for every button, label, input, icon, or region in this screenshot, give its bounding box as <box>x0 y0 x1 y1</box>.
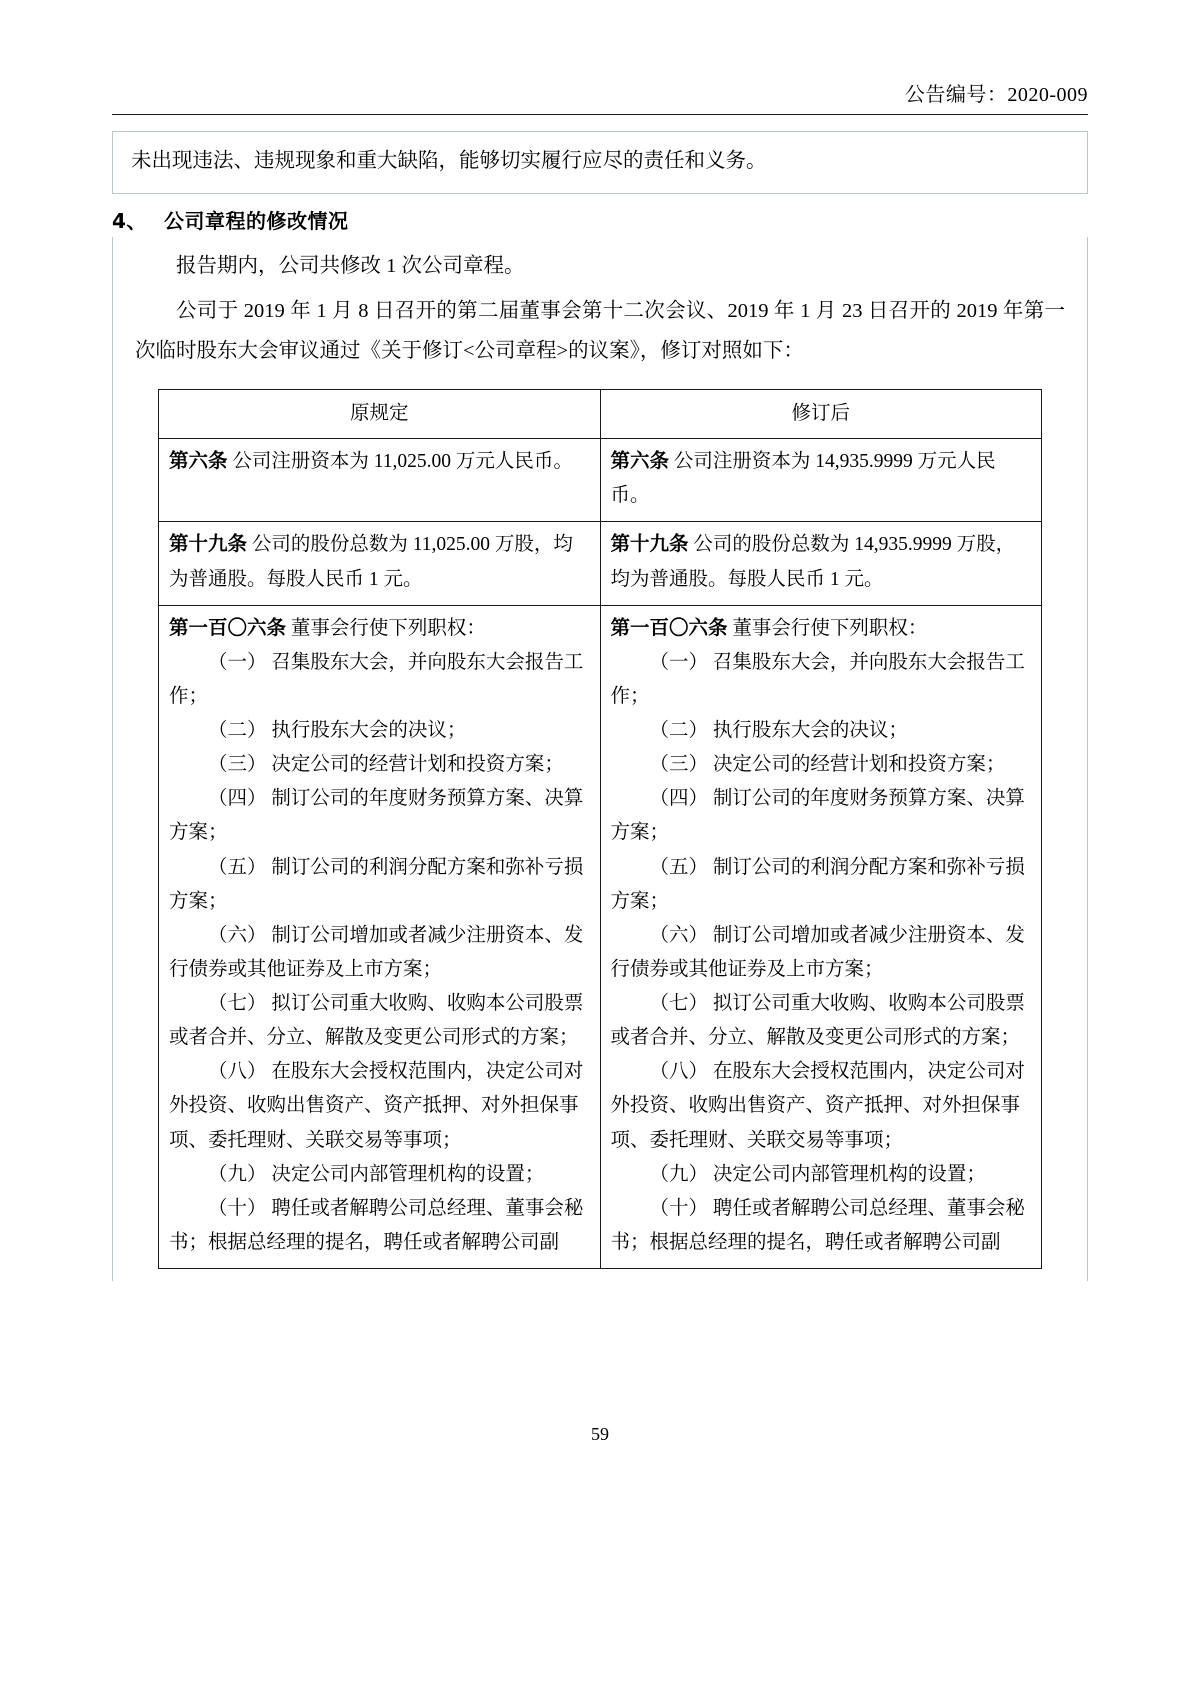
article-text: 公司的股份总数为 14,935.9999 万股，均为普通股。每股人民币 1 元。 <box>610 534 1016 590</box>
charter-comparison-table <box>158 389 1042 1269</box>
article-label: 第一百〇六条 <box>610 617 728 639</box>
list-item: （七） 拟订公司重大收购、收购本公司股票或者合并、分立、解散及变更公司形式的方案； <box>169 993 584 1049</box>
list-item: （十） 聘任或者解聘公司总经理、董事会秘书；根据总经理的提名，聘任或者解聘公司副 <box>169 1197 584 1253</box>
article-text: 公司注册资本为 14,935.9999 万元人民币。 <box>610 451 996 507</box>
column-header-revised: 修订后 <box>600 390 1042 439</box>
list-item: （十） 聘任或者解聘公司总经理、董事会秘书；根据总经理的提名，聘任或者解聘公司副 <box>610 1197 1025 1253</box>
list-item: （一） 召集股东大会，并向股东大会报告工作； <box>169 651 584 707</box>
table-header-row <box>159 390 1042 439</box>
article-label: 第十九条 <box>610 534 689 556</box>
article-label: 第六条 <box>610 451 670 473</box>
cell-revised-article-106 <box>600 605 1042 1268</box>
page-content-area <box>112 0 1088 1697</box>
list-item: （八） 在股东大会授权范围内，决定公司对外投资、收购出售资产、资产抵押、对外担保事项、委托理财、关联交易等事项； <box>610 1061 1025 1151</box>
table-row <box>159 522 1042 605</box>
list-item: （三） 决定公司的经营计划和投资方案； <box>208 754 564 776</box>
list-item: （六） 制订公司增加或者减少注册资本、发行债券或其他证券及上市方案； <box>169 924 584 980</box>
section-heading <box>112 205 1088 234</box>
table-row <box>159 439 1042 522</box>
list-item: （三） 决定公司的经营计划和投资方案； <box>649 754 1006 776</box>
list-item: （四） 制订公司的年度财务预算方案、决算方案； <box>610 788 1025 844</box>
cell-original-article-19 <box>159 522 601 605</box>
header-divider <box>112 114 1088 115</box>
carry-over-paragraph: 未出现违法、违规现象和重大缺陷，能够切实履行应尽的责任和义务。 <box>112 131 1088 194</box>
list-item: （九） 决定公司内部管理机构的设置； <box>649 1163 986 1185</box>
section-title: 公司章程的修改情况 <box>164 209 349 233</box>
list-item: （五） 制订公司的利润分配方案和弥补亏损方案； <box>169 856 584 912</box>
cell-original-article-6 <box>159 439 601 522</box>
list-item: （六） 制订公司增加或者减少注册资本、发行债券或其他证券及上市方案； <box>610 924 1025 980</box>
announcement-number: 公告编号：2020-009 <box>904 84 1088 106</box>
cell-original-article-106 <box>159 605 601 1268</box>
article-text: 公司注册资本为 11,025.00 万元人民币。 <box>232 451 573 473</box>
paragraph-1: 报告期内，公司共修改 1 次公司章程。 <box>176 255 525 277</box>
list-item: （四） 制订公司的年度财务预算方案、决算方案； <box>169 788 584 844</box>
list-item: （九） 决定公司内部管理机构的设置； <box>208 1163 545 1185</box>
article-text: 董事会行使下列职权： <box>732 617 928 639</box>
list-item: （五） 制订公司的利润分配方案和弥补亏损方案； <box>610 856 1025 912</box>
list-item: （八） 在股东大会授权范围内，决定公司对外投资、收购出售资产、资产抵押、对外担保事项、委托理财、关联交易等事项； <box>169 1061 584 1151</box>
article-label: 第十九条 <box>169 534 248 556</box>
list-item: （二） 执行股东大会的决议； <box>649 720 908 742</box>
page-number: 59 <box>591 1424 609 1444</box>
paragraph-2: 公司于 2019 年 1 月 8 日召开的第二届董事会第十二次会议、2019 年 1 月 23 日召开的 2019 年第一次临时股东大会审议通过《关于修订<公司章程>的议案》，修订对照如下： <box>135 300 1065 362</box>
article-text: 董事会行使下列职权： <box>290 617 486 639</box>
article-label: 第六条 <box>169 451 228 473</box>
article-label: 第一百〇六条 <box>169 617 287 639</box>
cell-revised-article-19 <box>600 522 1042 605</box>
section-number: 4、 <box>112 209 147 233</box>
list-item: （一） 召集股东大会，并向股东大会报告工作； <box>610 651 1025 707</box>
section-body <box>112 237 1088 1281</box>
table-row <box>159 605 1042 1268</box>
list-item: （七） 拟订公司重大收购、收购本公司股票或者合并、分立、解散及变更公司形式的方案； <box>610 993 1025 1049</box>
list-item: （二） 执行股东大会的决议； <box>208 720 467 742</box>
cell-revised-article-6 <box>600 439 1042 522</box>
article-text: 公司的股份总数为 11,025.00 万股，均为普通股。每股人民币 1 元。 <box>169 534 573 590</box>
column-header-original: 原规定 <box>159 390 601 439</box>
